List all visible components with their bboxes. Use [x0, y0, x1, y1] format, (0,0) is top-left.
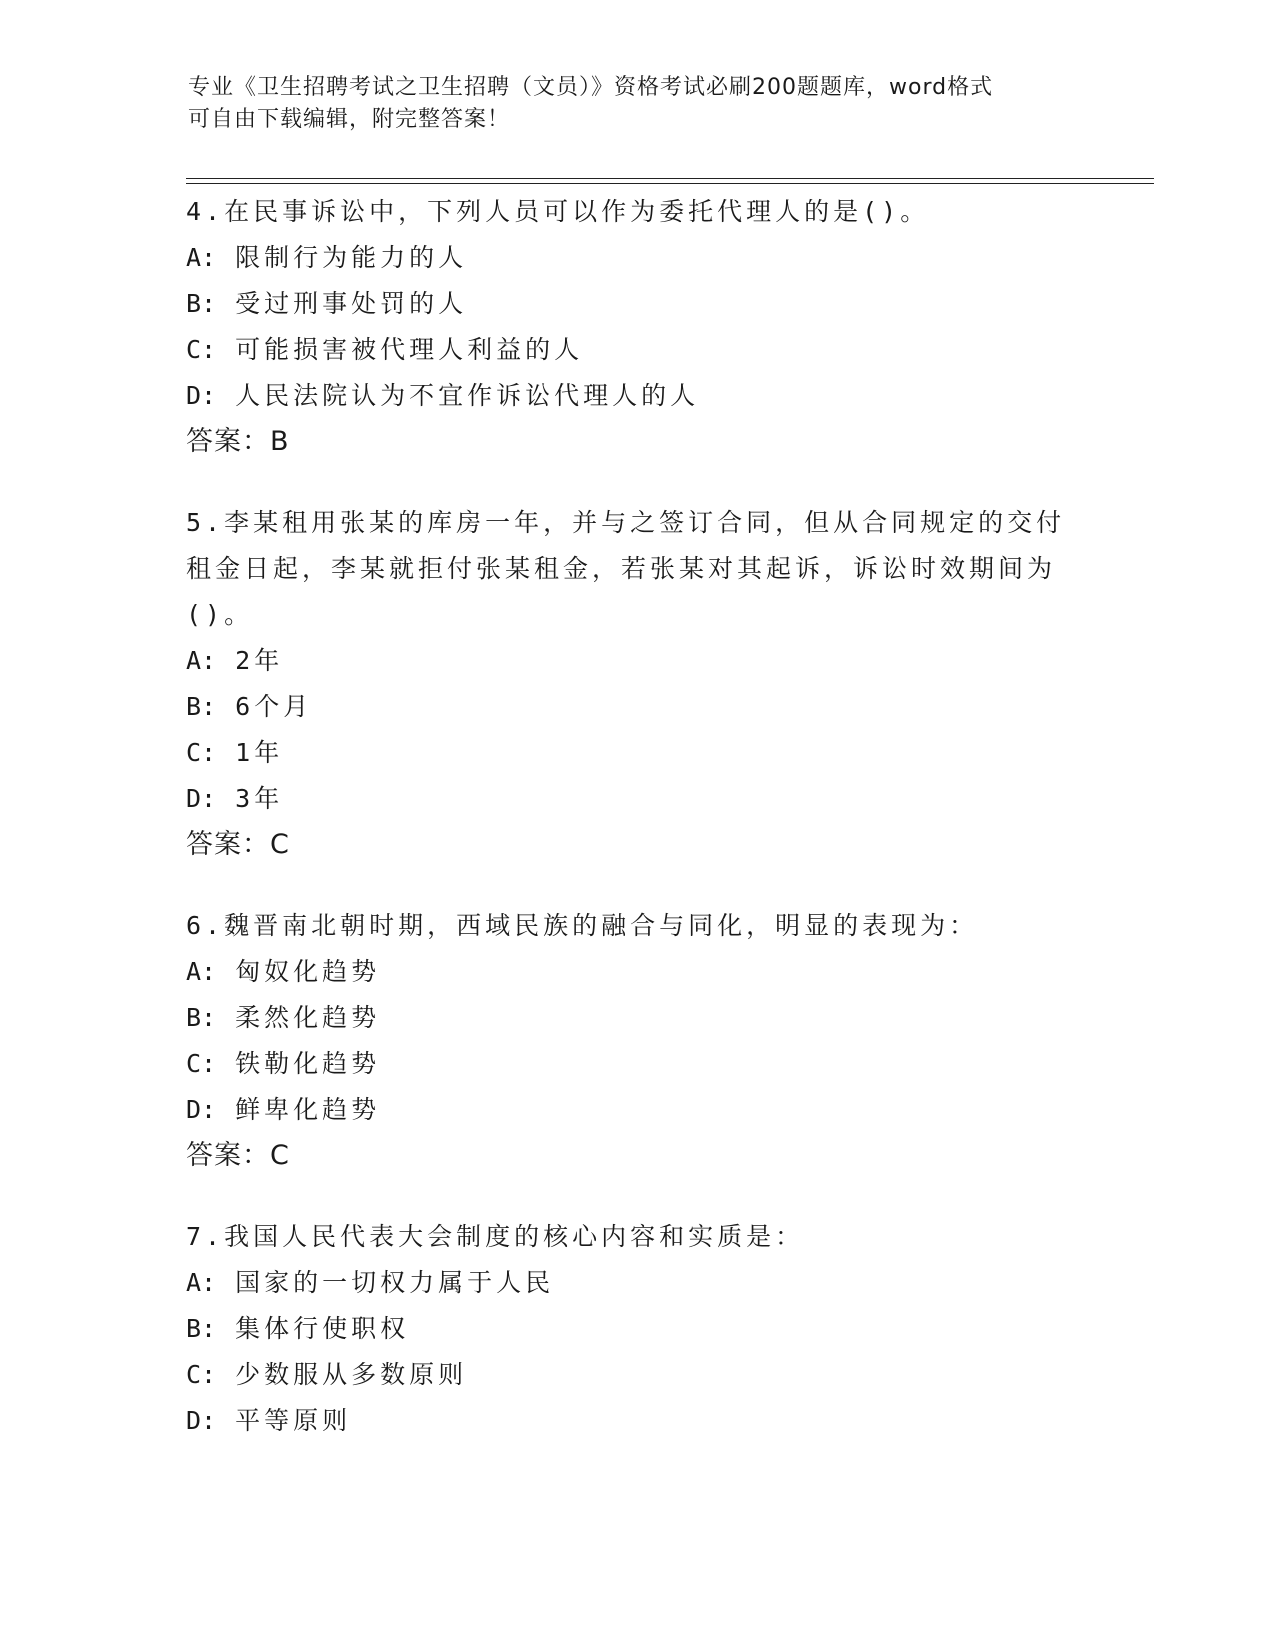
- answer-option: [186, 327, 1086, 373]
- header-divider-bottom: [186, 183, 1154, 184]
- answer-option: [186, 1041, 1086, 1087]
- option-label: D:: [186, 1406, 217, 1435]
- option-text: 可能损害被代理人利益的人: [235, 335, 584, 364]
- option-label: D:: [186, 784, 217, 813]
- answer-option: [186, 730, 1086, 776]
- question-block: [186, 903, 1086, 1179]
- option-text: 鲜卑化趋势: [235, 1095, 381, 1124]
- header-line-1: 专业《卫生招聘考试之卫生招聘（文员）》资格考试必刷200题题库，word格式: [188, 75, 994, 100]
- answer-option: [186, 1352, 1086, 1398]
- option-label: D:: [186, 381, 217, 410]
- option-text: 匈奴化趋势: [235, 957, 381, 986]
- answer-option: [186, 1306, 1086, 1352]
- option-text: 限制行为能力的人: [235, 243, 468, 272]
- answer-option: [186, 235, 1086, 281]
- answer-option: [186, 638, 1086, 684]
- header-divider-top: [186, 178, 1154, 179]
- header-line-2: 可自由下载编辑，附完整答案！: [188, 107, 511, 132]
- option-label: C:: [186, 1049, 217, 1078]
- option-label: C:: [186, 738, 217, 767]
- answer-option: [186, 281, 1086, 327]
- question-text: ()。: [186, 600, 254, 629]
- answer-key: 答案：B: [186, 426, 290, 457]
- option-label: A:: [186, 243, 217, 272]
- answer-key: 答案：C: [186, 1140, 290, 1171]
- option-text: 集体行使职权: [235, 1314, 410, 1343]
- option-text: 1年: [235, 738, 284, 767]
- question-list: [186, 189, 1086, 1479]
- option-text: 铁勒化趋势: [235, 1049, 381, 1078]
- option-text: 受过刑事处罚的人: [235, 289, 468, 318]
- answer-option: [186, 1260, 1086, 1306]
- answer-option: [186, 995, 1086, 1041]
- answer-option: [186, 684, 1086, 730]
- question-text: 4.在民事诉讼中，下列人员可以作为委托代理人的是()。: [186, 197, 930, 226]
- answer-option: [186, 949, 1086, 995]
- question-block: [186, 500, 1086, 868]
- question-block: [186, 189, 1086, 465]
- answer-option: [186, 373, 1086, 419]
- question-block: [186, 1214, 1086, 1444]
- option-label: D:: [186, 1095, 217, 1124]
- answer-option: [186, 776, 1086, 822]
- option-label: A:: [186, 646, 217, 675]
- answer-option: [186, 1398, 1086, 1444]
- question-text: 6.魏晋南北朝时期，西域民族的融合与同化，明显的表现为：: [186, 911, 979, 940]
- option-label: A:: [186, 957, 217, 986]
- question-text: 租金日起，李某就拒付张某租金，若张某对其起诉，诉讼时效期间为: [186, 554, 1057, 583]
- option-text: 平等原则: [235, 1406, 352, 1435]
- option-label: C:: [186, 335, 217, 364]
- option-label: C:: [186, 1360, 217, 1389]
- document-header: [188, 72, 1088, 136]
- option-label: B:: [186, 1003, 217, 1032]
- option-text: 3年: [235, 784, 284, 813]
- option-label: B:: [186, 289, 217, 318]
- option-text: 人民法院认为不宜作诉讼代理人的人: [235, 381, 700, 410]
- option-text: 少数服从多数原则: [235, 1360, 468, 1389]
- option-text: 6个月: [235, 692, 313, 721]
- option-text: 2年: [235, 646, 284, 675]
- question-text: 7.我国人民代表大会制度的核心内容和实质是：: [186, 1222, 805, 1251]
- option-label: B:: [186, 692, 217, 721]
- option-label: A:: [186, 1268, 217, 1297]
- answer-option: [186, 1087, 1086, 1133]
- question-text: 5.李某租用张某的库房一年，并与之签订合同，但从合同规定的交付: [186, 508, 1066, 537]
- answer-key: 答案：C: [186, 829, 290, 860]
- option-text: 国家的一切权力属于人民: [235, 1268, 555, 1297]
- option-text: 柔然化趋势: [235, 1003, 381, 1032]
- option-label: B:: [186, 1314, 217, 1343]
